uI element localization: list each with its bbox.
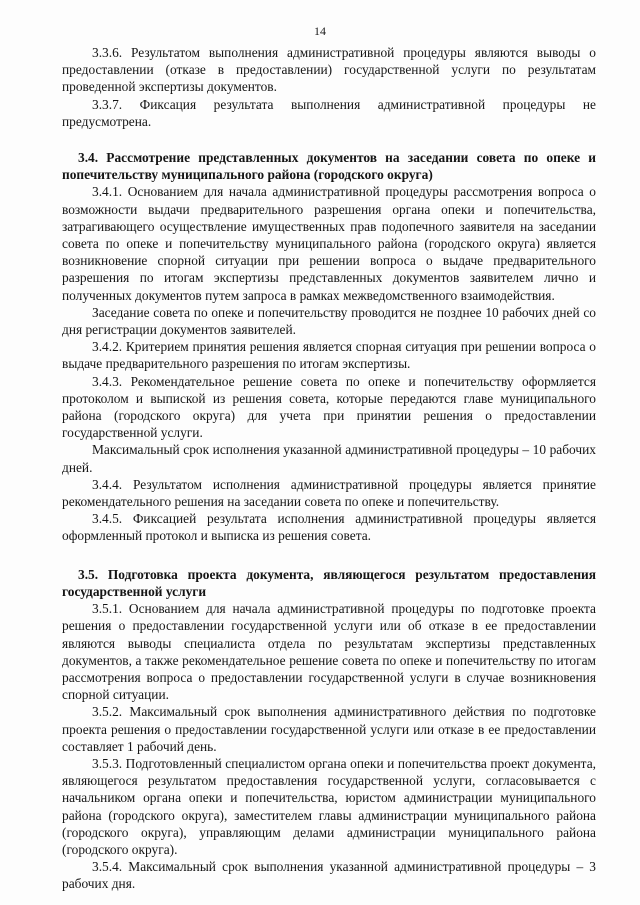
section-heading-3-4: 3.4. Рассмотрение представленных документов на заседании совета по опеке и попечительству муниципального района (городского округа) — [62, 150, 596, 183]
paragraph-max-term-34: Максимальный срок исполнения указанной административной процедуры – 10 рабочих дней. — [62, 442, 596, 475]
paragraph-3-3-7: 3.3.7. Фиксация результата выполнения административной процедуры не предусмотрена. — [62, 96, 596, 129]
paragraph-3-4-5: 3.4.5. Фиксацией результата исполнения административной процедуры является оформленный протокол и выписка из решения совета. — [62, 511, 596, 544]
paragraph-3-5-1: 3.5.1. Основанием для начала административной процедуры по подготовке проекта решения о предоставлении государственной услуги или об отказе в ее предоставлении являются выводы специалиста отдела по результатам экспертизы представленных документов, а также рекомендательное решение совета по опеке и попечительству по итогам рассмотрения вопроса о предоставлении государственной услуги в случае возникновения спорной ситуации. — [62, 601, 596, 703]
section-heading-3-5: 3.5. Подготовка проекта документа, являющегося результатом предоставления государственной услуги — [62, 566, 596, 599]
paragraph-3-5-2: 3.5.2. Максимальный срок выполнения административного действия по подготовке проекта решения о предоставлении государственной услуги или отказе в ее предоставлении составляет 1 рабочий день. — [62, 704, 596, 754]
paragraph-3-5-3: 3.5.3. Подготовленный специалистом органа опеки и попечительства проект документа, являющегося результатом предоставления государственной услуги, согласовывается с начальником органа опеки и попечительства, юристом администрации муниципального района (городского округа), заместителем главы администрации муниципального района (городского округа), управляющим делами администрации муниципального района (городского округа). — [62, 755, 596, 857]
paragraph-3-4-4: 3.4.4. Результатом исполнения административной процедуры является принятие рекомендательного решения на заседании совета по опеке и попечительству. — [62, 476, 596, 510]
document-body — [62, 44, 596, 893]
paragraph-3-4-1: 3.4.1. Основанием для начала административной процедуры рассмотрения вопроса о возможности выдачи предварительного разрешения органа опеки и попечительства, затрагивающего осуществление имущественных прав подопечного заявителя на заседании совета по опеке и попечительству муниципального района (городского округа) является возникновение спорной ситуации при решении вопроса о выдаче предварительного разрешения по итогам экспертизы представленных документов заявителем лично и полученных документов путем запроса в рамках межведомственного взаимодействия. — [62, 184, 596, 303]
page-number: 14 — [314, 24, 326, 38]
paragraph-3-3-6: 3.3.6. Результатом выполнения административной процедуры являются выводы о предоставлении (отказе в предоставлении) государственной услуги по результатам проведенной экспертизы документов. — [62, 45, 596, 95]
paragraph-3-5-4: 3.5.4. Максимальный срок выполнения указанной административной процедуры – 3 рабочих дня. — [62, 859, 596, 892]
paragraph-3-4-2: 3.4.2. Критерием принятия решения является спорная ситуация при решении вопроса о выдаче предварительного разрешения по итогам экспертизы. — [62, 339, 596, 372]
paragraph-3-4-3: 3.4.3. Рекомендательное решение совета по опеке и попечительству оформляется протоколом и выпиской из решения совета, которые передаются главе муниципального района (городского округа) для учета при принятии решения о предоставлении государственной услуги. — [62, 373, 596, 441]
paragraph-council-meeting: Заседание совета по опеке и попечительству проводится не позднее 10 рабочих дней со дня регистрации документов заявителей. — [62, 304, 596, 338]
